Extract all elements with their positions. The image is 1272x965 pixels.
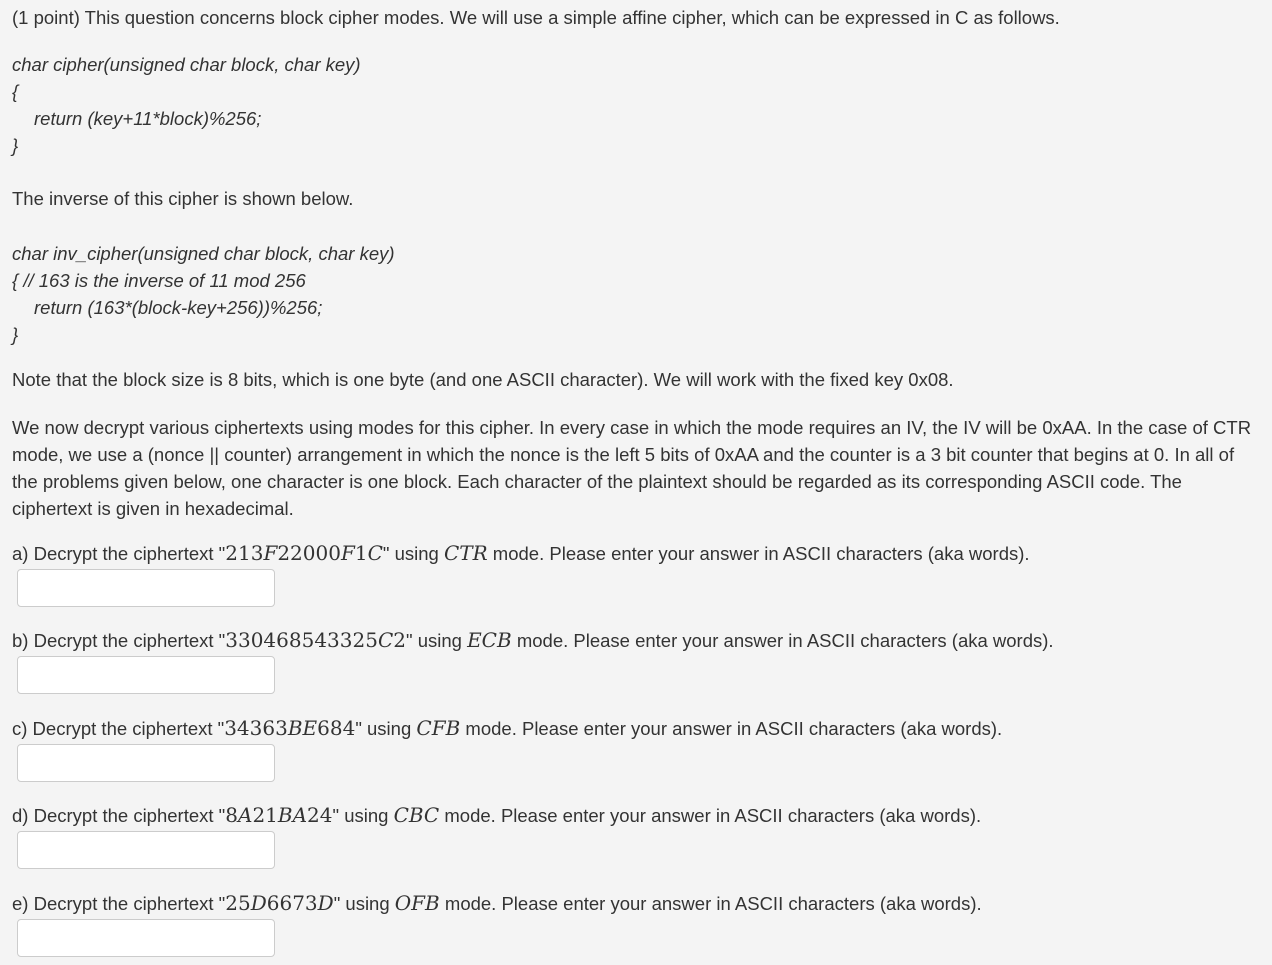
ciphertext-part: 1 — [354, 541, 368, 565]
answer-d-input[interactable] — [17, 831, 275, 869]
ciphertext-part: F — [263, 541, 278, 565]
question-prefix: a) Decrypt the ciphertext " — [12, 543, 226, 564]
question-suffix: mode. Please enter your answer in ASCII characters (aka words). — [439, 805, 982, 826]
ciphertext — [225, 893, 333, 914]
ciphertext — [224, 718, 355, 739]
code-line: return (163*(block-key+256))%256; — [34, 297, 323, 318]
question-suffix: mode. Please enter your answer in ASCII characters (aka words). — [511, 630, 1054, 651]
question-c — [12, 716, 1002, 740]
answer-e-input[interactable] — [17, 919, 275, 957]
intro-text: (1 point) This question concerns block cipher modes. We will use a simple affine cipher, which can be expressed in C as follows. — [12, 7, 1060, 28]
ciphertext — [225, 805, 332, 826]
question-mid: " using — [382, 543, 444, 564]
code-line: } — [12, 324, 19, 345]
code-line: } — [12, 135, 19, 156]
question-a — [12, 541, 1030, 565]
ciphertext-part: 21 — [252, 803, 278, 827]
answer-c-input[interactable] — [17, 744, 275, 782]
ciphertext-part: 34363 — [224, 716, 288, 740]
inverse-code-block — [12, 240, 395, 348]
answer-a-input[interactable] — [17, 569, 275, 607]
code-line: char inv_cipher(unsigned char block, char key) — [12, 243, 395, 264]
question-mid: " using — [406, 630, 468, 651]
ciphertext-part: 684 — [317, 716, 356, 740]
ciphertext-part: 330468543325 — [225, 628, 378, 652]
mode-name: ECB — [467, 628, 512, 652]
question-suffix: mode. Please enter your answer in ASCII characters (aka words). — [460, 718, 1003, 739]
mode-name: CFB — [416, 716, 461, 740]
question-d — [12, 803, 981, 827]
mode-name: CBC — [393, 803, 440, 827]
question-suffix: mode. Please enter your answer in ASCII characters (aka words). — [439, 893, 982, 914]
ciphertext-part: BA — [277, 803, 308, 827]
mode-name: OFB — [394, 891, 440, 915]
ciphertext-part: 213 — [225, 541, 264, 565]
ciphertext-part: 25 — [225, 891, 251, 915]
inverse-text: The inverse of this cipher is shown below. — [12, 188, 354, 209]
code-line: return (key+11*block)%256; — [34, 108, 262, 129]
ciphertext-part: 2 — [393, 628, 406, 652]
code-line: { — [12, 81, 19, 102]
answer-b-input[interactable] — [17, 656, 275, 694]
ciphertext-part: A — [237, 803, 253, 827]
ciphertext-part: 8 — [225, 803, 238, 827]
question-prefix: d) Decrypt the ciphertext " — [12, 805, 226, 826]
mode-name: CTR — [443, 541, 488, 565]
ciphertext-part: D — [317, 891, 334, 915]
ciphertext-part: 24 — [307, 803, 333, 827]
code-line: char cipher(unsigned char block, char key) — [12, 54, 361, 75]
note-text: Note that the block size is 8 bits, which is one byte (and one ASCII character). We will work with the fixed key 0x08. — [12, 369, 954, 390]
question-mid: " using — [332, 805, 394, 826]
question-suffix: mode. Please enter your answer in ASCII characters (aka words). — [487, 543, 1030, 564]
ciphertext-part: 6673 — [266, 891, 318, 915]
question-b — [12, 628, 1054, 652]
ciphertext — [225, 543, 383, 564]
instructions-paragraph: We now decrypt various ciphertexts using modes for this cipher. In every case in which the mode requires an IV, the IV will be 0xAA. In the case of CTR mode, we use a (nonce || counter) arrangement in which the nonce is the left 5 bits of 0xAA and the counter is a 3 bit counter that begins at 0. In all of the problems given below, one character is one block. Each character of the plaintext should be regarded as its corresponding ASCII code. The ciphertext is given in hexadecimal. — [12, 417, 1252, 519]
ciphertext — [225, 630, 406, 651]
question-prefix: c) Decrypt the ciphertext " — [12, 718, 225, 739]
ciphertext-part: 22000 — [277, 541, 341, 565]
ciphertext-part: D — [250, 891, 267, 915]
cipher-code-block — [12, 51, 361, 159]
question-prefix: e) Decrypt the ciphertext " — [12, 893, 226, 914]
code-line: { // 163 is the inverse of 11 mod 256 — [12, 270, 306, 291]
ciphertext-part: C — [367, 541, 383, 565]
question-e — [12, 891, 982, 915]
question-prefix: b) Decrypt the ciphertext " — [12, 630, 226, 651]
ciphertext-part: C — [377, 628, 394, 652]
ciphertext-part: BE — [287, 716, 318, 740]
ciphertext-part: F — [340, 541, 355, 565]
question-mid: " using — [355, 718, 417, 739]
question-mid: " using — [333, 893, 395, 914]
